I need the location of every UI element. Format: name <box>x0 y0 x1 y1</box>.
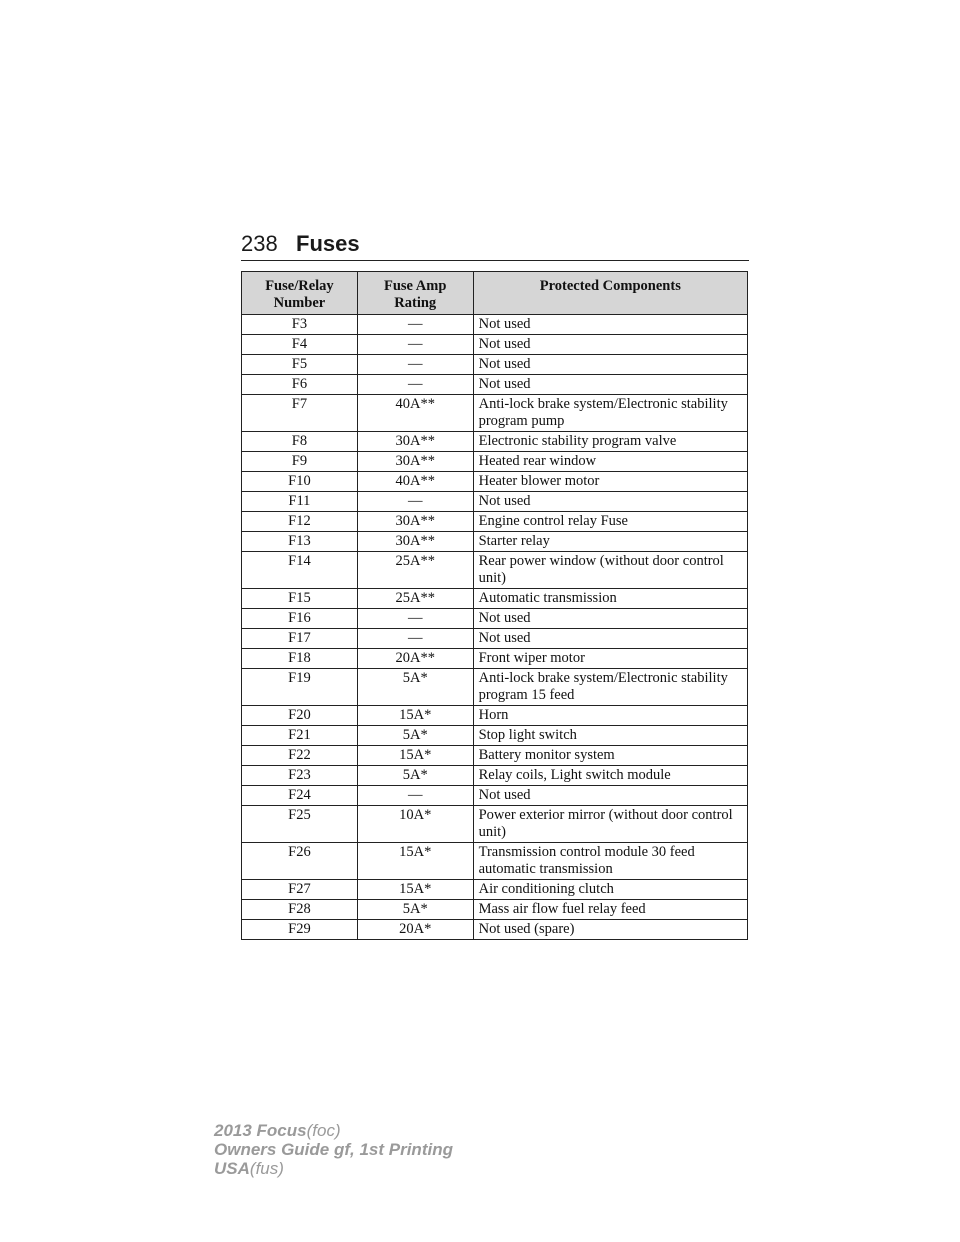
table-row <box>242 315 748 335</box>
column-header-components: Protected Components <box>473 272 747 315</box>
protected-component-cell: Relay coils, Light switch module <box>473 766 747 786</box>
footer-model: 2013 Focus <box>214 1121 307 1140</box>
table-row <box>242 609 748 629</box>
protected-component-cell: Air conditioning clutch <box>473 880 747 900</box>
footer-line-3 <box>214 1159 453 1178</box>
fuse-amp-cell: 5A* <box>357 766 473 786</box>
table-row <box>242 880 748 900</box>
footer-model-code: (foc) <box>306 1121 341 1140</box>
table-row <box>242 432 748 452</box>
fuse-amp-cell: 15A* <box>357 746 473 766</box>
fuse-number-cell: F4 <box>242 335 358 355</box>
protected-component-cell: Heated rear window <box>473 452 747 472</box>
table-row <box>242 806 748 843</box>
table-row <box>242 706 748 726</box>
fuse-number-cell: F5 <box>242 355 358 375</box>
table-row <box>242 726 748 746</box>
table-row <box>242 532 748 552</box>
table-row <box>242 512 748 532</box>
fuse-amp-cell: 40A** <box>357 395 473 432</box>
fuse-number-cell: F22 <box>242 746 358 766</box>
fuse-number-cell: F20 <box>242 706 358 726</box>
table-row <box>242 589 748 609</box>
fuse-number-cell: F25 <box>242 806 358 843</box>
protected-component-cell: Heater blower motor <box>473 472 747 492</box>
table-row <box>242 629 748 649</box>
fuse-amp-cell: 5A* <box>357 669 473 706</box>
table-row <box>242 355 748 375</box>
protected-component-cell: Not used <box>473 335 747 355</box>
fuse-amp-cell: 20A* <box>357 920 473 940</box>
protected-component-cell: Not used <box>473 786 747 806</box>
table-row <box>242 786 748 806</box>
fuse-number-cell: F23 <box>242 766 358 786</box>
table-row <box>242 395 748 432</box>
fuse-number-cell: F19 <box>242 669 358 706</box>
fuse-amp-cell: — <box>357 355 473 375</box>
fuse-amp-cell: 30A** <box>357 532 473 552</box>
table-row <box>242 669 748 706</box>
table-row <box>242 335 748 355</box>
table-row <box>242 843 748 880</box>
fuse-number-cell: F6 <box>242 375 358 395</box>
footer-line-2: Owners Guide gf, 1st Printing <box>214 1140 453 1159</box>
protected-component-cell: Battery monitor system <box>473 746 747 766</box>
fuse-amp-cell: 25A** <box>357 589 473 609</box>
table-row <box>242 766 748 786</box>
section-title: Fuses <box>296 231 360 256</box>
fuse-number-cell: F21 <box>242 726 358 746</box>
fuse-number-cell: F3 <box>242 315 358 335</box>
table-row <box>242 746 748 766</box>
protected-component-cell: Not used <box>473 629 747 649</box>
table-row <box>242 375 748 395</box>
protected-component-cell: Automatic transmission <box>473 589 747 609</box>
protected-component-cell: Not used <box>473 492 747 512</box>
fuse-number-cell: F9 <box>242 452 358 472</box>
fuse-amp-cell: — <box>357 335 473 355</box>
fuse-number-cell: F10 <box>242 472 358 492</box>
fuse-number-cell: F17 <box>242 629 358 649</box>
fuse-table-body <box>242 315 748 940</box>
footer-market: USA <box>214 1159 250 1178</box>
fuse-amp-cell: 10A* <box>357 806 473 843</box>
page-number: 238 <box>241 231 278 256</box>
fuse-amp-cell: — <box>357 609 473 629</box>
fuse-amp-cell: 30A** <box>357 452 473 472</box>
table-row <box>242 492 748 512</box>
fuse-amp-cell: 20A** <box>357 649 473 669</box>
table-row <box>242 920 748 940</box>
fuse-number-cell: F15 <box>242 589 358 609</box>
protected-component-cell: Anti-lock brake system/Electronic stability program pump <box>473 395 747 432</box>
fuse-amp-cell: 30A** <box>357 432 473 452</box>
protected-component-cell: Rear power window (without door control unit) <box>473 552 747 589</box>
fuse-amp-cell: — <box>357 315 473 335</box>
protected-component-cell: Stop light switch <box>473 726 747 746</box>
protected-component-cell: Horn <box>473 706 747 726</box>
fuse-amp-cell: 30A** <box>357 512 473 532</box>
protected-component-cell: Not used (spare) <box>473 920 747 940</box>
fuse-number-cell: F28 <box>242 900 358 920</box>
column-header-number: Fuse/Relay Number <box>242 272 358 315</box>
fuse-amp-cell: 40A** <box>357 472 473 492</box>
protected-component-cell: Power exterior mirror (without door control unit) <box>473 806 747 843</box>
fuse-number-cell: F16 <box>242 609 358 629</box>
fuse-number-cell: F27 <box>242 880 358 900</box>
fuse-table <box>241 271 748 940</box>
footer-market-code: (fus) <box>249 1159 284 1178</box>
fuse-number-cell: F26 <box>242 843 358 880</box>
fuse-number-cell: F18 <box>242 649 358 669</box>
fuse-amp-cell: — <box>357 629 473 649</box>
column-header-amp: Fuse Amp Rating <box>357 272 473 315</box>
protected-component-cell: Electronic stability program valve <box>473 432 747 452</box>
table-row <box>242 452 748 472</box>
table-row <box>242 552 748 589</box>
table-header-row <box>242 272 748 315</box>
fuse-amp-cell: 15A* <box>357 706 473 726</box>
footer-line-1 <box>214 1121 453 1140</box>
fuse-amp-cell: 15A* <box>357 843 473 880</box>
print-footer <box>214 1121 453 1178</box>
table-row <box>242 649 748 669</box>
protected-component-cell: Not used <box>473 315 747 335</box>
fuse-amp-cell: 15A* <box>357 880 473 900</box>
protected-component-cell: Transmission control module 30 feed automatic transmission <box>473 843 747 880</box>
fuse-number-cell: F7 <box>242 395 358 432</box>
fuse-amp-cell: 5A* <box>357 900 473 920</box>
fuse-amp-cell: 5A* <box>357 726 473 746</box>
protected-component-cell: Not used <box>473 609 747 629</box>
fuse-number-cell: F24 <box>242 786 358 806</box>
fuse-amp-cell: — <box>357 375 473 395</box>
fuse-amp-cell: — <box>357 492 473 512</box>
table-row <box>242 472 748 492</box>
protected-component-cell: Not used <box>473 355 747 375</box>
fuse-number-cell: F11 <box>242 492 358 512</box>
protected-component-cell: Starter relay <box>473 532 747 552</box>
page-header <box>241 230 749 261</box>
protected-component-cell: Front wiper motor <box>473 649 747 669</box>
fuse-number-cell: F29 <box>242 920 358 940</box>
fuse-number-cell: F13 <box>242 532 358 552</box>
fuse-number-cell: F12 <box>242 512 358 532</box>
fuse-number-cell: F8 <box>242 432 358 452</box>
protected-component-cell: Not used <box>473 375 747 395</box>
protected-component-cell: Anti-lock brake system/Electronic stability program 15 feed <box>473 669 747 706</box>
protected-component-cell: Engine control relay Fuse <box>473 512 747 532</box>
fuse-number-cell: F14 <box>242 552 358 589</box>
fuse-amp-cell: 25A** <box>357 552 473 589</box>
table-row <box>242 900 748 920</box>
fuse-amp-cell: — <box>357 786 473 806</box>
protected-component-cell: Mass air flow fuel relay feed <box>473 900 747 920</box>
